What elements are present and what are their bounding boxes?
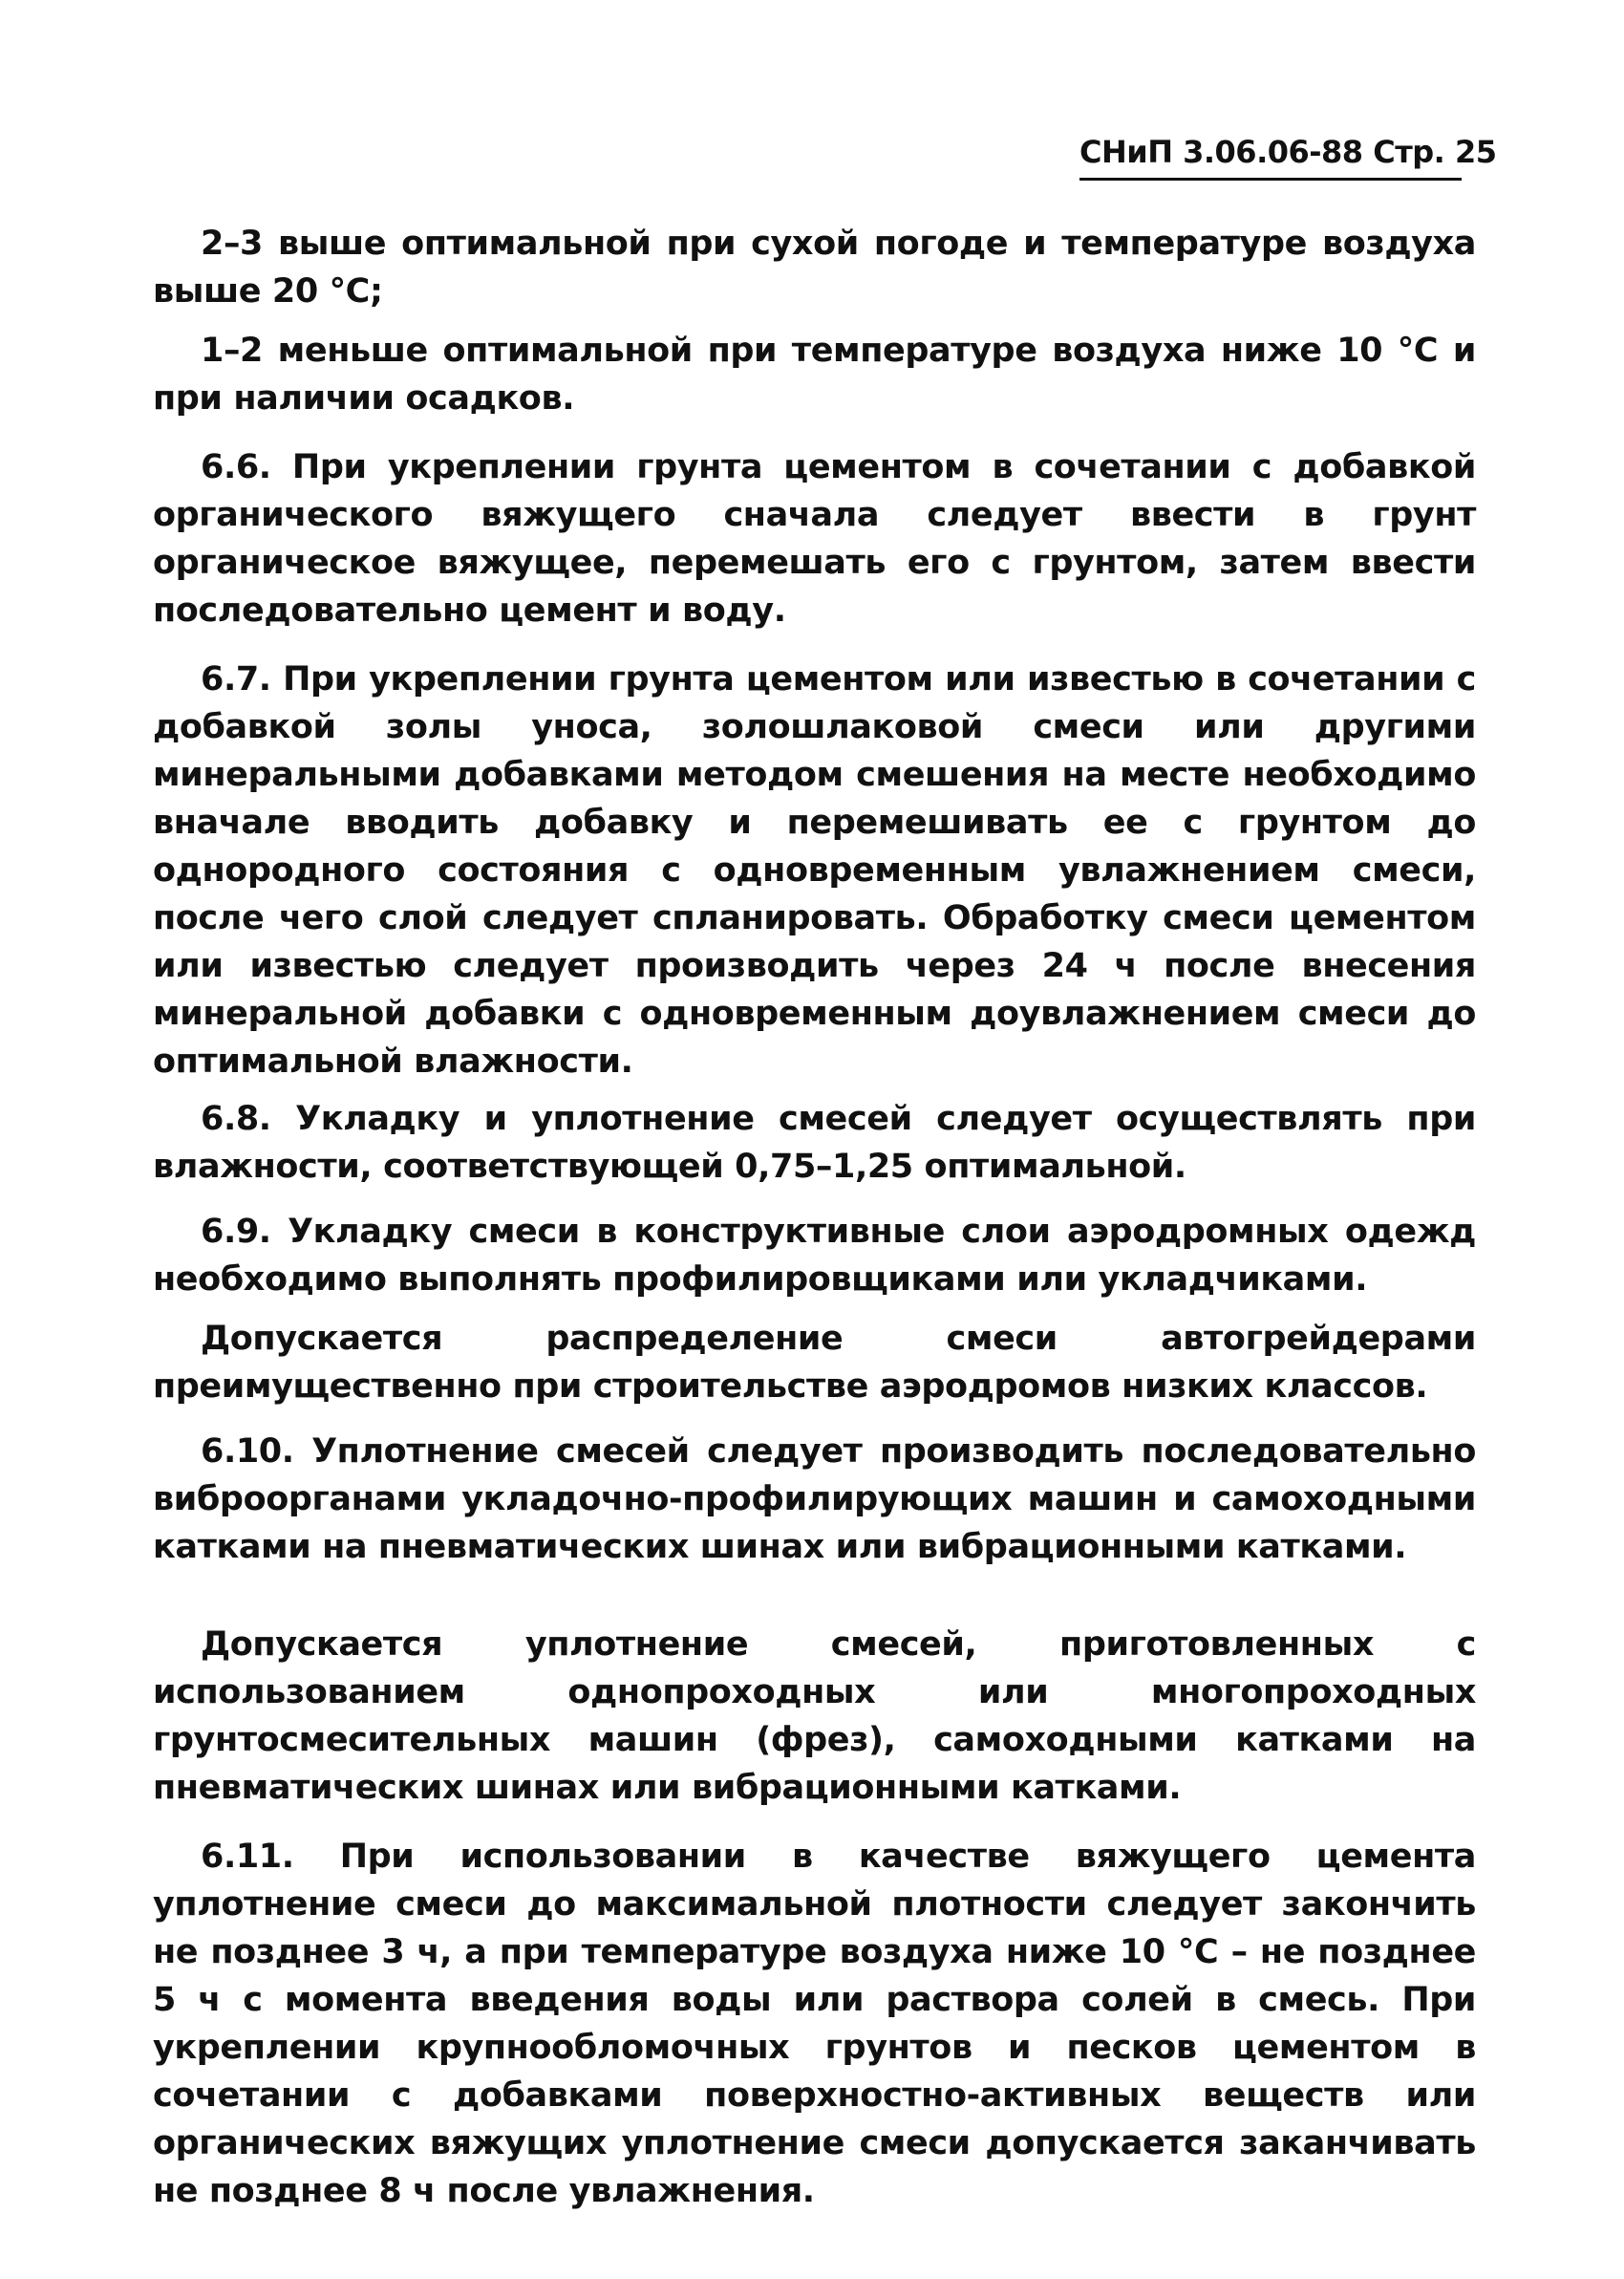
paragraph-6-9: 6.9. Укладку смеси в конструктивные слои аэродромных одежд необходимо выполнять профилировщиками или укладчиками. [153, 1213, 1476, 1299]
paragraph-moisture-dry-weather: 2–3 выше оптимальной при сухой погоде и температуре воздуха выше 20 °С; [153, 225, 1476, 311]
body-text [153, 220, 1476, 2215]
running-header: СНиП 3.06.06-88 Стр. 25 [1079, 134, 1462, 181]
paragraph-6-9-allowance: Допускается распределение смеси автогрейдерами преимущественно при строительстве аэродромов низких классов. [153, 1320, 1476, 1406]
paragraph-6-10-allowance: Допускается уплотнение смесей, приготовленных с использованием однопроходных или многопроходных грунтосмесительных машин (фрез), самоходными катками на пневматических шинах или вибрационными катками. [153, 1625, 1476, 1807]
paragraph-6-7: 6.7. При укреплении грунта цементом или известью в сочетании с добавкой золы уноса, золошлаковой смеси или другими минеральными добавками методом смешения на месте необходимо вначале вводить добавку и перемешивать ее с грунтом до однородного состояния с одновременным увлажнением смеси, после чего слой следует спланировать. Обработку смеси цементом или известью следует производить через 24 ч после внесения минеральной добавки с одновременным доувлажнением смеси до оптимальной влажности. [153, 660, 1476, 1081]
paragraph-moisture-cold-weather: 1–2 меньше оптимальной при температуре воздуха ниже 10 °С и при наличии осадков. [153, 332, 1476, 418]
paragraph-6-8: 6.8. Укладку и уплотнение смесей следует осуществлять при влажности, соответствующей 0,75–1,25 оптимальной. [153, 1100, 1476, 1186]
paragraph-6-6: 6.6. При укреплении грунта цементом в сочетании с добавкой органического вяжущего сначала следует ввести в грунт органическое вяжущее, перемешать его с грунтом, затем ввести последовательно цемент и воду. [153, 448, 1476, 630]
paragraph-6-10: 6.10. Уплотнение смесей следует производить последовательно виброорганами укладочно-профилирующих машин и самоходными катками на пневматических шинах или вибрационными катками. [153, 1432, 1476, 1566]
paragraph-6-11: 6.11. При использовании в качестве вяжущего цемента уплотнение смеси до максимальной плотности следует закончить не позднее 3 ч, а при температуре воздуха ниже 10 °С – не позднее 5 ч с момента введения воды или раствора солей в смесь. При укреплении крупнообломочных грунтов и песков цементом в сочетании с добавками поверхностно-активных веществ или органических вяжущих уплотнение смеси допускается заканчивать не позднее 8 ч после увлажнения. [153, 1838, 1476, 2210]
